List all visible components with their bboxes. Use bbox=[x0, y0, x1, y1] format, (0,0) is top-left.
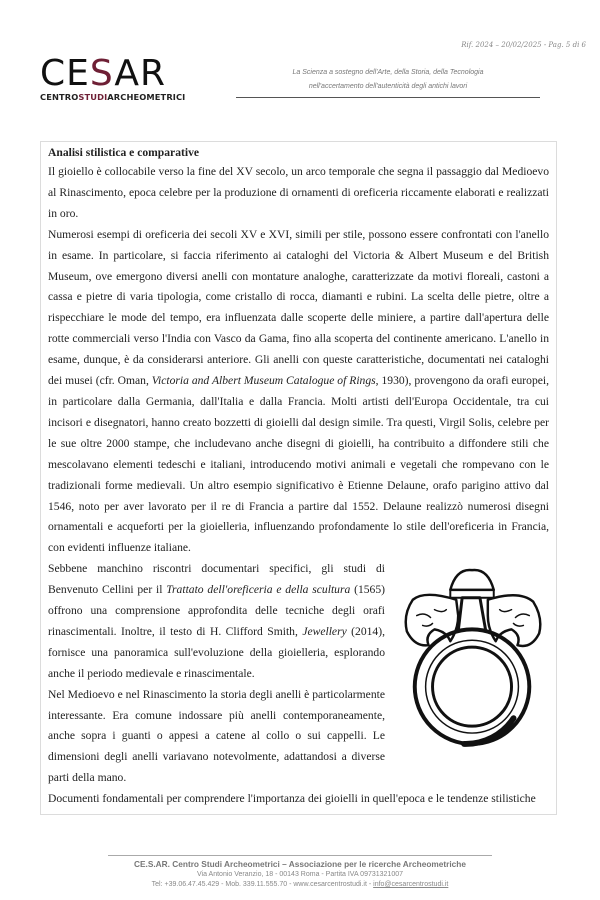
tagline-line-1: La Scienza a sostegno dell'Arte, della Storia, della Tecnologia bbox=[292, 69, 484, 76]
paragraph-5: Documenti fondamentali per comprendere l'importanza dei gioielli in quell'epoca e le tendenze stilistiche bbox=[48, 792, 536, 806]
footer-contacts bbox=[60, 880, 540, 890]
right-beast-detail bbox=[500, 610, 530, 626]
content-frame bbox=[40, 141, 557, 815]
document-reference: Rif. 2024 – 20/02/2025 - Pag. 5 di 6 bbox=[461, 41, 586, 49]
book-title: Jewellery bbox=[302, 624, 347, 638]
text-run: Numerosi esempi di oreficeria dei secoli XV e XVI, simili per stile, possono essere confrontati con l'anello in esame. In particolare, si faccia riferimento ai cataloghi del Victoria & Albert Museum e del British Museum, ove emergono diversi anelli con montature analoghe, caratterizzate da motivi floreali, castoni a cassa e pietre di varia tipologia, come cristallo di rocca, diamanti e rubini. La scelta delle pietre, oltre a rispecchiare le mode del tempo, era influenzata dalle scoperte delle miniere, a partire dall'apertura delle rotte commerciali verso l'India con Vasco da Gama, fino alla scoperta del continente americano. L'anello in esame, dunque, è da considerarsi anteriore. Gli anelli con queste caratteristiche, documentati nei cataloghi dei musei (cfr. Oman, bbox=[48, 227, 549, 388]
text-run: , 1930), provengono da orafi europei, in particolare dalla Germania, dall'Italia e dalla Francia. Molti artisti dell'Europa Occidentale, tra cui incisori e disegnatori, hanno creato bozzetti di gioielli dal design simile. Tra questi, Virgil Solis, celebre per le sue oltre 2000 stampe, che includevano anche disegni di gioielli, ha contribuito a diffondere stili che mescolavano elementi tedeschi e italiani, introducendo motivi animali e vegetali che rompevano con le tradizionali forme medievali. Un altro esempio significativo è Etienne Delaune, orafo parigino attivo dal 1546, noto per aver lavorato per il re di Francia a partire dal 1552. Delaune realizzò numerosi disegni ornamentali e acqueforti per la gioielleria, influenzando profondamente lo stile dell'oreficeria in Francia, con evidenti influenze italiane. bbox=[48, 374, 550, 555]
logo-accent: S bbox=[89, 53, 115, 94]
logo-part: CE bbox=[40, 53, 90, 94]
ring-illustration-icon bbox=[395, 559, 553, 759]
text-run: (2014), fornisce una panoramica sull'evoluzione della gioielleria, esplorando anche il periodo medievale e rinascimentale. bbox=[48, 624, 385, 680]
tagline-line-2: nell'accertamento dell'autenticità degli antichi lavori bbox=[308, 83, 468, 90]
tagline bbox=[236, 66, 540, 94]
ring-shank bbox=[458, 598, 486, 632]
footer bbox=[60, 859, 540, 890]
book-title: Trattato dell'oreficeria e della scultura bbox=[166, 583, 351, 597]
logo-subtitle bbox=[40, 92, 220, 102]
ring-bezel bbox=[450, 570, 493, 590]
logo-sub-accent: STUDI bbox=[78, 92, 108, 102]
text-run: (1565) offrono una comprensione approfondita delle tecniche degli orafi rinascimentali. Inoltre, il testo di H. Clifford Smith, bbox=[48, 583, 386, 638]
right-beast-head bbox=[488, 595, 540, 646]
ring-inner bbox=[433, 647, 512, 726]
footer-organization: CE.S.AR. Centro Studi Archeometrici – Associazione per le ricerche Archeometriche bbox=[134, 859, 466, 870]
footer-address: Via Antonio Veranzio, 18 - 00143 Roma - Partita IVA 09731321007 bbox=[197, 871, 403, 879]
logo-part: AR bbox=[114, 53, 167, 94]
page-header bbox=[0, 0, 600, 130]
logo-sub-part: CENTRO bbox=[40, 92, 79, 102]
paragraph-2 bbox=[48, 225, 549, 560]
paragraph-1: Il gioiello è collocabile verso la fine del XV secolo, un arco temporale che segna il passaggio dal Medioevo al Rinascimento, epoca celebre per la produzione di ornamenti di oreficeria riccamente elaborati e realizzati in oro. bbox=[48, 165, 549, 220]
left-beast-detail bbox=[417, 610, 447, 626]
header-divider bbox=[236, 97, 540, 98]
ring-band-line bbox=[426, 640, 519, 733]
footer-divider bbox=[108, 855, 492, 856]
footer-email-link[interactable]: info@cesarcentrostudi.it bbox=[373, 881, 449, 889]
page-footer bbox=[0, 855, 600, 900]
logo-sub-part: ARCHEOMETRICI bbox=[107, 92, 186, 102]
book-title: Victoria and Albert Museum Catalogue of Rings bbox=[151, 374, 376, 388]
paragraph-4: Nel Medioevo e nel Rinascimento la storia degli anelli è particolarmente interessante. Era comune indossare più anelli contemporaneamente, anche sopra i guanti o appesi a catene al collo o sui cappelli. Le dimensioni degli anelli variavano notevolmente, adattandosi a diverse parti della mano. bbox=[48, 687, 385, 785]
cesar-logo bbox=[40, 53, 220, 102]
section-title: Analisi stilistica e comparative bbox=[48, 146, 200, 159]
logo-wordmark bbox=[40, 53, 220, 94]
left-beast-head bbox=[406, 595, 458, 646]
text-run: Sebbene manchino riscontri documentari specifici, gli studi di Benvenuto Cellini per il bbox=[48, 562, 385, 597]
footer-phone-web: Tel: +39.06.47.45.429 - Mob. 339.11.555.70 - www.cesarcentrostudi.it - bbox=[151, 881, 374, 889]
